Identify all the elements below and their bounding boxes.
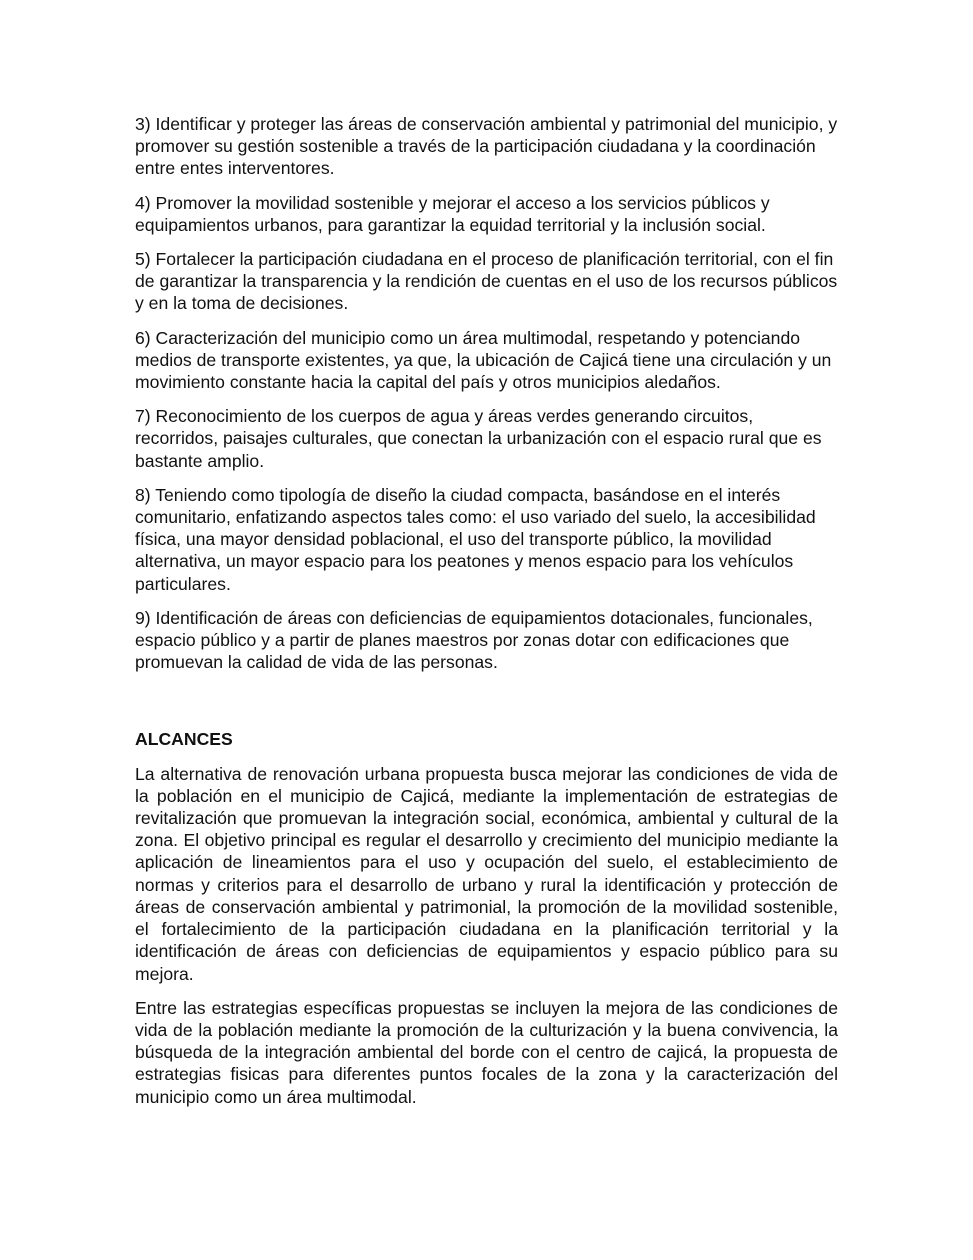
alcances-paragraph-1: La alternativa de renovación urbana propuesta busca mejorar las condiciones de vida de la población en el municipio de Cajicá, mediante la implementación de estrategias de revitalización que promuevan la integración social, económica, ambiental y cultural de la zona. El objetivo principal es regular el desarrollo y crecimiento del municipio mediante la aplicación de lineamientos para el uso y ocupación del suelo, el establecimiento de normas y criterios para el desarrollo de urbano y rural la identificación y protección de áreas de conservación ambiental y patrimonial, la promoción de la movilidad sostenible, el fortalecimiento de la participación ciudadana en la planificación territorial y la identificación de áreas con deficiencias de equipamientos y espacio público para su mejora. [135, 763, 838, 984]
objective-item-4: 4) Promover la movilidad sostenible y mejorar el acceso a los servicios públicos y equipamientos urbanos, para garantizar la equidad territorial y la inclusión social. [135, 192, 770, 235]
alcances-paragraph-2: Entre las estrategias específicas propuestas se incluyen la mejora de las condiciones de vida de la población mediante la promoción de la culturización y la buena convivencia, la búsqueda de la integración ambiental del borde con el centro de cajicá, la propuesta de estrategias fisicas para diferentes puntos focales de la zona y la caracterización del municipio como un área multimodal. [135, 997, 838, 1107]
objective-item-3: 3) Identificar y proteger las áreas de conservación ambiental y patrimonial del municipio, y promover su gestión sostenible a través de la participación ciudadana y la coordinación entre entes interventores. [135, 114, 838, 179]
document-page [135, 113, 838, 1120]
objective-item-7: 7) Reconocimiento de los cuerpos de agua y áreas verdes generando circuitos, recorridos, paisajes culturales, que conectan la urbanización con el espacio rural que es bastante amplio. [135, 406, 822, 471]
alcances-heading: ALCANCES [135, 729, 233, 750]
objective-item-5: 5) Fortalecer la participación ciudadana en el proceso de planificación territorial, con el fin de garantizar la transparencia y la rendición de cuentas en el uso de los recursos públicos y en la toma de decisiones. [135, 249, 838, 314]
objective-item-9: 9) Identificación de áreas con deficiencias de equipamientos dotacionales, funcionales, espacio público y a partir de planes maestros por zonas dotar con edificaciones que promuevan la calidad de vida de las personas. [135, 607, 813, 673]
objective-item-6: 6) Caracterización del municipio como un área multimodal, respetando y potenciando medios de transporte existentes, ya que, la ubicación de Cajicá tiene una circulación y un movimiento constante hacia la capital del país y otros municipios aledaños. [135, 327, 832, 393]
objective-item-8: 8) Teniendo como tipología de diseño la ciudad compacta, basándose en el interés comunitario, enfatizando aspectos tales como: el uso variado del suelo, la accesibilidad física, una mayor densidad poblacional, el uso del transporte público, la movilidad alternativa, un mayor espacio para los peatones y menos espacio para los vehículos particulares. [135, 484, 816, 594]
